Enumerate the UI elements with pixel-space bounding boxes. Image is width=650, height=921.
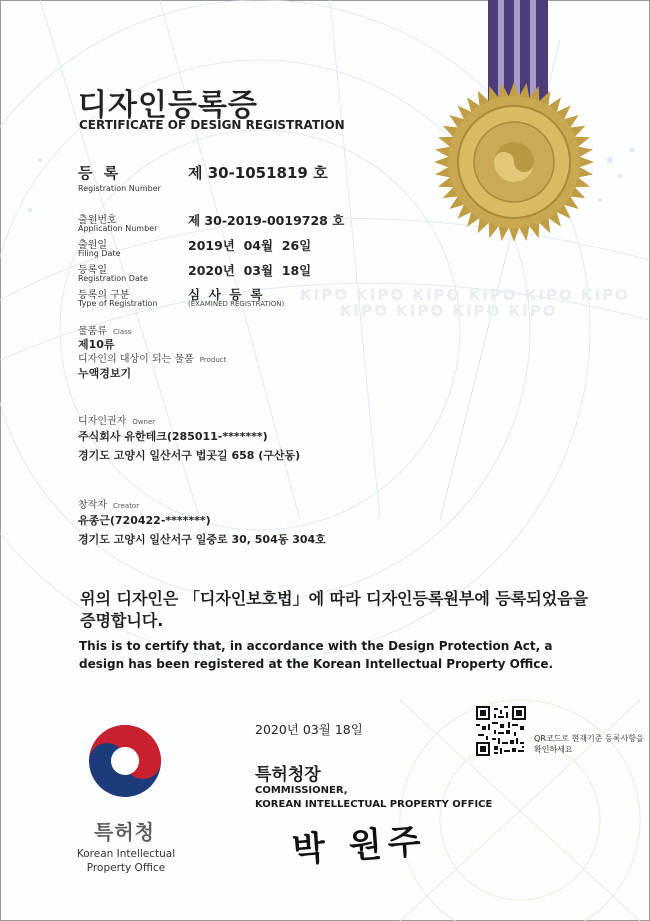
certification-statement-kr: 위의 디자인은 「디자인보호법」에 따라 디자인등록원부에 등록되었음을 증명합니다. [80,589,589,630]
registration-label: 등 록 [78,164,122,182]
class-value: 제10류 [78,338,115,351]
application-label-en: Application Number [78,224,158,233]
registration-label-en: Registration Number [78,184,161,193]
creator-name: 유종근(720422-*******) [78,514,211,527]
reg-date-label: 등록일 [78,265,107,276]
gold-seal-icon [432,80,596,244]
certification-statement-en: This is to certify that, in accordance with the Design Protection Act, a design has been registered at the Korean Intellectual Property Office. [79,639,554,671]
creator-address: 경기도 고양시 일산서구 일중로 30, 504동 304호 [78,533,326,546]
qr-note: QR코드로 현재기준 등록사항을 확인하세요 [534,734,644,754]
commissioner-en-line1: COMMISSIONER, [255,785,348,796]
commissioner-title-en [255,784,515,812]
kipo-logo-en: Korean Intellectual Property Office [76,848,176,874]
svg-text:KIPO KIPO KIPO KIPO: KIPO KIPO KIPO KIPO [340,302,558,320]
type-label: 등록의 구분 [78,290,130,301]
filing-label: 출원일 [78,240,107,251]
owner-label [78,412,155,427]
owner-label-kr: 디자인권자 [78,416,127,427]
product-label-kr: 디자인의 대상이 되는 물품 [78,354,194,365]
application-number: 제 30-2019-0019728 호 [188,213,345,228]
commissioner-en-line2: KOREAN INTELLECTUAL PROPERTY OFFICE [255,799,493,810]
filing-label-en: Filing Date [78,249,121,258]
commissioner-title: 특허청장 [255,765,321,785]
signature: 박 원주 [291,821,428,871]
registration-type-en: (EXAMINED REGISTRATION) [188,300,285,308]
type-label-en: Type of Registration [78,299,158,308]
application-label: 출원번호 [78,215,117,226]
class-label-en: Class [112,328,132,336]
registration-type: 심 사 등 록 [188,287,263,302]
creator-label-en: Creator [112,502,140,510]
product-label-en: Product [199,356,227,364]
filing-date: 2019년 04월 26일 [188,238,312,253]
registration-number: 제 30-1051819 호 [188,164,328,182]
class-label [78,322,131,337]
svg-text:KIPO KIPO KIPO KIPO KIPO KIPO: KIPO KIPO KIPO KIPO KIPO KIPO [300,286,630,304]
qr-code-icon[interactable] [476,706,526,756]
product-label [78,350,226,365]
certificate-title: 디자인등록증 [78,88,258,123]
creator-label-kr: 창작자 [78,500,107,511]
taegeuk-logo-icon [86,722,164,800]
owner-address: 경기도 고양시 일산서구 법곳길 658 (구산동) [78,449,301,462]
creator-label [78,496,139,511]
product-value: 누액경보기 [78,367,132,380]
kipo-logo-kr: 특허청 [94,820,155,844]
reg-date-label-en: Registration Date [78,274,148,283]
issue-date: 2020년 03월 18일 [255,722,363,737]
class-label-kr: 물품류 [78,326,107,337]
certificate-title-en: CERTIFICATE OF DESIGN REGISTRATION [79,118,345,132]
registration-date: 2020년 03월 18일 [188,263,312,278]
owner-name: 주식회사 유한테크(285011-*******) [78,430,268,443]
owner-label-en: Owner [132,418,156,426]
